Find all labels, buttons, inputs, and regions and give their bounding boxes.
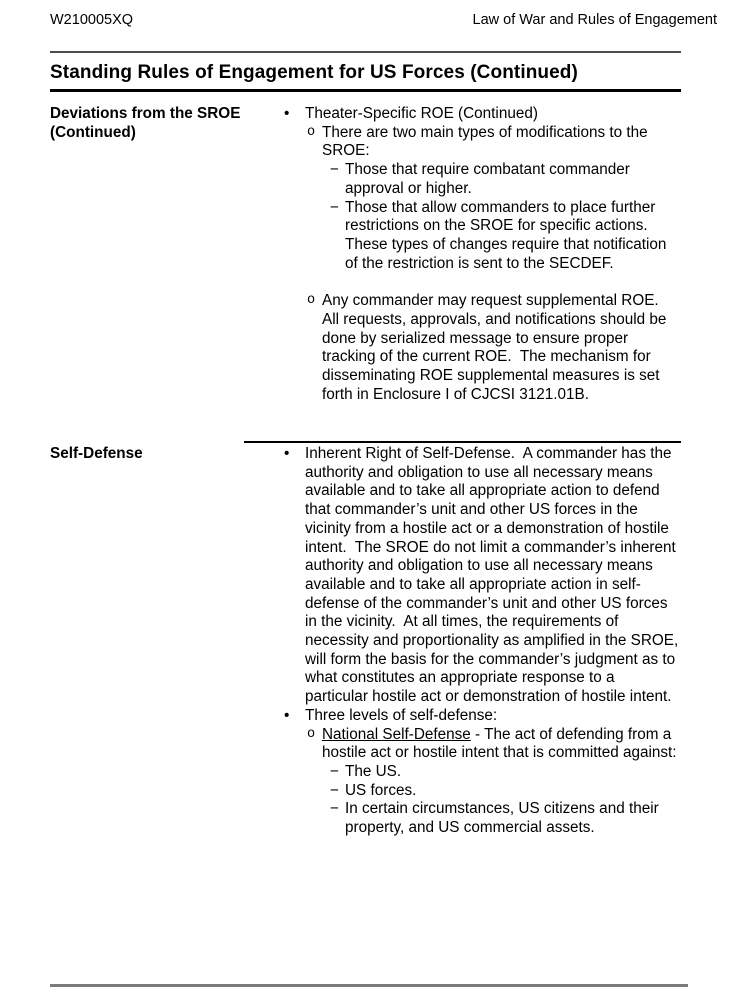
- list-item: [283, 782, 680, 801]
- circle-marker: o: [307, 293, 316, 309]
- list-item: [283, 292, 680, 404]
- circle-marker: o: [307, 726, 316, 742]
- circle-marker: o: [307, 124, 316, 140]
- section-divider-rule: [244, 441, 681, 443]
- page-title: Standing Rules of Engagement for US Forces (Continued): [50, 62, 681, 92]
- page-header: [50, 12, 717, 29]
- bullet-marker: •: [284, 105, 290, 122]
- item-text: In certain circumstances, US citizens and their property, and US commercial assets.: [345, 800, 663, 837]
- item-text: Three levels of self-defense:: [305, 706, 498, 724]
- bullet-marker: •: [284, 445, 290, 462]
- bullet-marker: •: [284, 706, 290, 724]
- item-text: Theater-Specific ROE (Continued): [305, 105, 538, 122]
- doc-title: Law of War and Rules of Engagement: [472, 12, 717, 28]
- item-text: [322, 726, 680, 763]
- item-text: There are two main types of modifications to the SROE:: [322, 123, 652, 160]
- section-deviations: [50, 105, 690, 405]
- item-text: US forces.: [345, 781, 417, 799]
- dash-marker: −: [330, 198, 339, 216]
- dash-marker: −: [330, 781, 339, 799]
- list-item: [283, 199, 680, 274]
- item-text: Those that require combatant commander approval or higher.: [345, 161, 635, 197]
- dash-marker: −: [330, 161, 339, 179]
- list-item: [283, 763, 680, 782]
- section-label: Self-Defense: [50, 445, 143, 462]
- list-item: [283, 105, 680, 124]
- underlined-term: National Self-Defense: [322, 725, 471, 743]
- dash-marker: −: [330, 762, 339, 780]
- doc-code: W210005XQ: [50, 12, 134, 28]
- section-self-defense: [50, 445, 690, 838]
- footer-rule: [50, 984, 688, 987]
- section-content: [283, 445, 690, 838]
- item-text: The US.: [345, 762, 402, 780]
- section-content: [283, 105, 690, 405]
- header-rule: [50, 51, 681, 53]
- dash-marker: −: [330, 800, 339, 818]
- item-text: Inherent Right of Self-Defense. A commander has the authority and obligation to use all necessary means available and to take all appropriate action to defend that commander’s unit and other US forces in the vicinity from a hostile act or a demonstration of hostile intent. The SROE do not limit a commander’s inherent authority and obligation to use all necessary means available and to take all appropriate action in self-defense of the commander’s unit and other US forces in the vicinity. At all times, the requirements of necessity and proportionality as amplified in the SROE, will form the basis for the commander’s judgment as to what constitutes an appropriate response to a particular hostile act or demonstration of hostile intent.: [305, 445, 683, 706]
- list-item: [283, 800, 680, 837]
- section-label: Deviations from the SROE (Continued): [50, 105, 241, 141]
- list-item: [283, 445, 683, 707]
- item-text: Any commander may request supplemental ROE. All requests, approvals, and notifications should be done by serialized message to ensure proper tracking of the current ROE. The mechanism for disseminating ROE supplemental measures is set forth in Enclosure I of CJCSI 3121.01B.: [322, 292, 671, 403]
- item-text-rest: - The act of defending from a hostile act or hostile intent that is committed against:: [322, 725, 677, 762]
- list-item: [283, 124, 680, 161]
- list-item: [283, 707, 680, 726]
- item-text: Those that allow commanders to place further restrictions on the SROE for specific actions. These types of changes require that notification of the restriction is sent to the SECDEF.: [345, 198, 671, 272]
- list-item: [283, 161, 680, 198]
- list-item: [283, 726, 680, 763]
